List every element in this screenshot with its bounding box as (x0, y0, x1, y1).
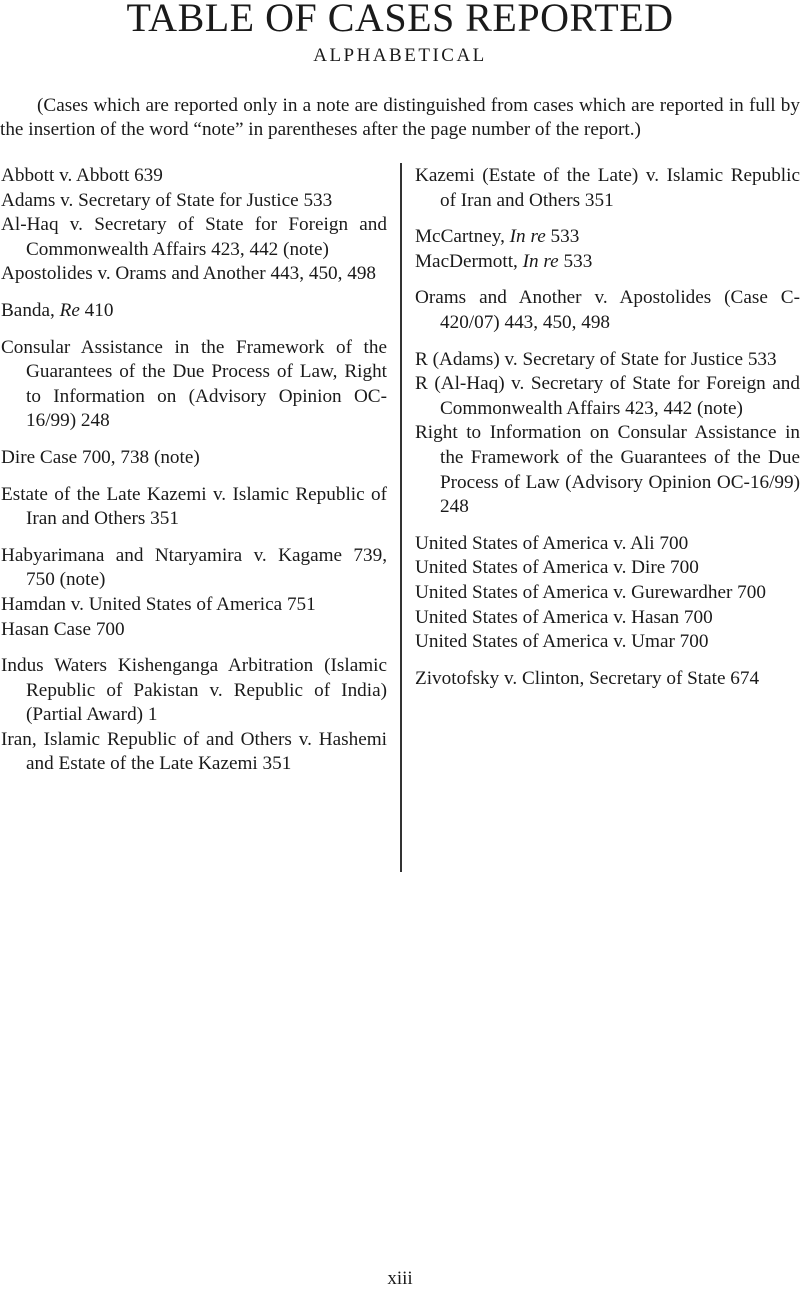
case-entry: Adams v. Secretary of State for Justice 533 (1, 189, 333, 211)
entry-group (415, 348, 800, 520)
entry-group (1, 483, 387, 532)
case-entry: Estate of the Late Kazemi v. Islamic Republic of Iran and Others 351 (1, 483, 387, 530)
case-entry: Zivotofsky v. Clinton, Secretary of State 674 (415, 667, 760, 689)
case-entry: United States of America v. Ali 700 (415, 532, 689, 554)
case-entry: Consular Assistance in the Framework of the Guarantees of the Due Process of Law, Right to Information on (Advisory Opinion OC-16/99) 248 (1, 336, 387, 432)
case-entry: Orams and Another v. Apostolides (Case C-420/07) 443, 450, 498 (415, 287, 800, 333)
entry-group (1, 654, 387, 777)
right-column (415, 164, 800, 703)
entry-group (1, 164, 387, 287)
case-entry: Abbott v. Abbott 639 (1, 165, 163, 186)
case-entry: McCartney, In re 533 (415, 226, 580, 248)
column-divider (400, 163, 402, 872)
intro-note: (Cases which are reported only in a note are distinguished from cases which are reported in full by the insertion of the word “note” in parentheses after the page number of the report.) (0, 95, 800, 140)
page-number: xiii (387, 1268, 413, 1289)
case-entry: Indus Waters Kishenganga Arbitration (Islamic Republic of Pakistan v. Republic of India) (Partial Award) 1 (1, 655, 387, 726)
case-entry: Dire Case 700, 738 (note) (1, 446, 200, 468)
case-entry: Right to Information on Consular Assistance in the Framework of the Guarantees of the Due Process of Law (Advisory Opinion OC-16/99) 248 (415, 422, 800, 518)
entry-group (1, 336, 387, 434)
case-entry: MacDermott, In re 533 (415, 250, 593, 272)
entry-group (415, 225, 800, 274)
case-entry: R (Adams) v. Secretary of State for Justice 533 (415, 348, 777, 370)
page-subtitle: ALPHABETICAL (313, 45, 487, 66)
entry-group (1, 544, 387, 642)
left-column (1, 164, 387, 789)
case-entry: Hasan Case 700 (1, 618, 125, 640)
case-entry: United States of America v. Gurewardher 700 (415, 581, 766, 603)
case-entry: Apostolides v. Orams and Another 443, 450, 498 (1, 263, 377, 285)
case-entry: Hamdan v. United States of America 751 (1, 593, 316, 615)
page-title: TABLE OF CASES REPORTED (126, 0, 674, 40)
case-entry: Iran, Islamic Republic of and Others v. Hashemi and Estate of the Late Kazemi 351 (1, 728, 387, 775)
case-entry: United States of America v. Umar 700 (415, 631, 709, 653)
case-entry: United States of America v. Hasan 700 (415, 606, 713, 628)
case-entry: Habyarimana and Ntaryamira v. Kagame 739, 750 (note) (1, 544, 387, 591)
entry-group (415, 164, 800, 213)
entry-group (415, 286, 800, 335)
case-entry: Kazemi (Estate of the Late) v. Islamic Republic of Iran and Others 351 (415, 165, 800, 211)
case-entry: United States of America v. Dire 700 (415, 557, 699, 579)
case-entry: Al-Haq v. Secretary of State for Foreign and Commonwealth Affairs 423, 442 (note) (1, 214, 387, 260)
entry-group (1, 299, 387, 324)
entry-group (415, 667, 800, 692)
entry-group (1, 446, 387, 471)
entry-group (415, 532, 800, 655)
case-entry: R (Al-Haq) v. Secretary of State for Foreign and Commonwealth Affairs 423, 442 (note) (415, 373, 800, 419)
case-entry: Banda, Re 410 (1, 299, 114, 321)
